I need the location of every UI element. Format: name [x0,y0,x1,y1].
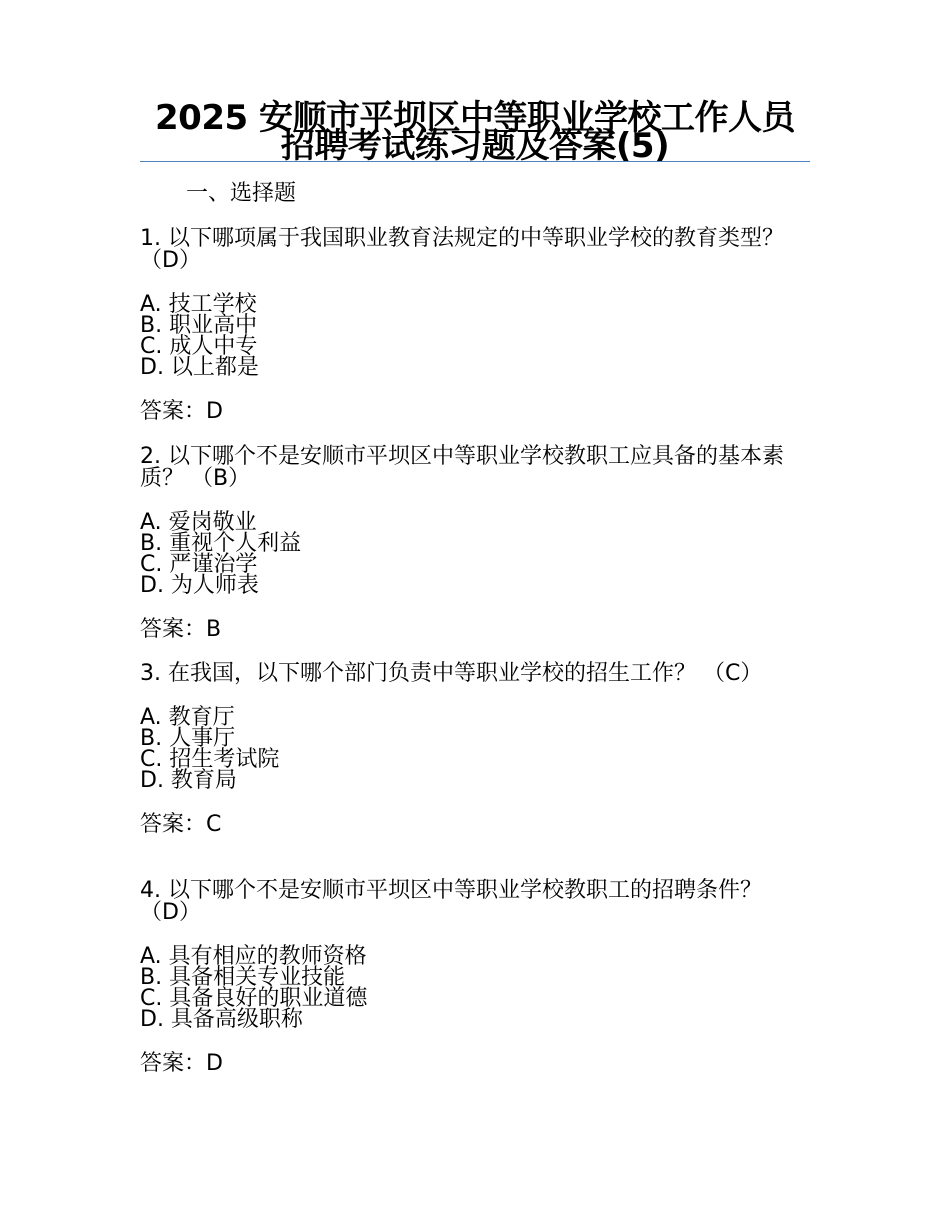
option-list [140,946,800,1030]
question-block [140,446,800,641]
title-underline [140,161,810,162]
question-stem: 1. 以下哪项属于我国职业教育法规定的中等职业学校的教育类型？ （D） [140,226,784,273]
answer-line: 答案：D [140,399,223,424]
option-c: C. 成人中专 [140,334,258,359]
option-b: B. 重视个人利益 [140,531,302,556]
option-d: D. 教育局 [140,768,237,793]
document-title: 2025 安顺市平坝区中等职业学校工作人员招聘考试练习题及答案(5) [155,98,795,166]
answer-line: 答案：C [140,812,222,837]
option-c: C. 具备良好的职业道德 [140,986,368,1011]
option-a: A. 爱岗敬业 [140,510,257,535]
option-c: C. 招生考试院 [140,747,280,772]
option-a: A. 具有相应的教师资格 [140,944,367,969]
question-stem: 4. 以下哪个不是安顺市平坝区中等职业学校教职工的招聘条件？ （D） [140,878,762,925]
question-block [140,228,800,423]
option-b: B. 人事厅 [140,726,236,751]
option-b: B. 具备相关专业技能 [140,965,346,990]
option-list [140,707,800,791]
answer-line: 答案：B [140,617,222,642]
question-block [140,880,800,1075]
question-stem: 3. 在我国，以下哪个部门负责中等职业学校的招生工作？ （C） [140,661,763,686]
option-a: A. 技工学校 [140,292,257,317]
option-d: D. 以上都是 [140,355,259,380]
option-b: B. 职业高中 [140,313,258,338]
question-block [140,663,800,836]
option-list [140,512,800,596]
option-c: C. 严谨治学 [140,552,258,577]
answer-line: 答案：D [140,1051,223,1076]
section-heading: 一、选择题 [186,181,297,206]
option-d: D. 具备高级职称 [140,1007,303,1032]
question-stem: 2. 以下哪个不是安顺市平坝区中等职业学校教职工应具备的基本素质？ （B） [140,444,784,491]
option-list [140,294,800,378]
option-d: D. 为人师表 [140,573,259,598]
option-a: A. 教育厅 [140,705,235,730]
